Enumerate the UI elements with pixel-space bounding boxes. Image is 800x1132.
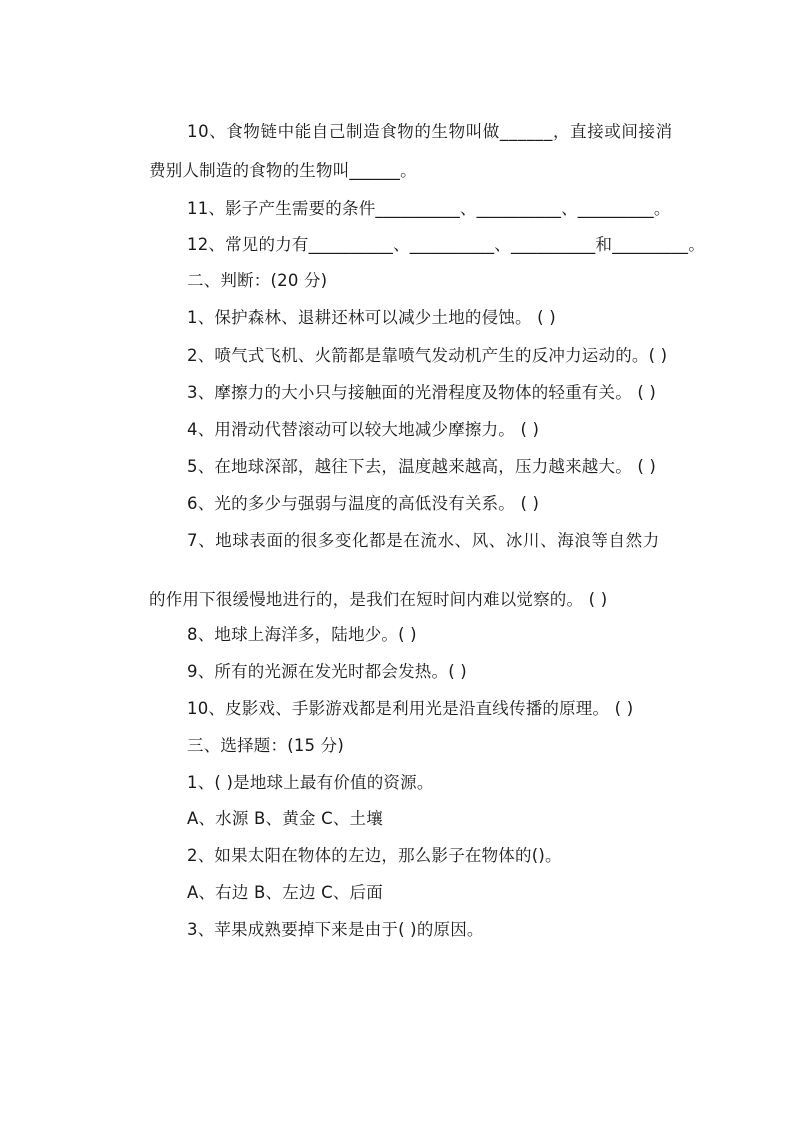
judgement-question-3: 3、摩擦力的大小只与接触面的光滑程度及物体的轻重有关。 ( )	[187, 383, 657, 402]
section-heading-choice: 三、选择题：(15 分)	[187, 736, 345, 755]
judgement-question-1: 1、保护森林、退耕还林可以减少土地的侵蚀。 ( )	[187, 308, 556, 327]
choice-question-2-options: A、右边 B、左边 C、后面	[187, 883, 383, 902]
judgement-question-10: 10、皮影戏、手影游戏都是利用光是沿直线传播的原理。 ( )	[187, 699, 634, 718]
judgement-question-9: 9、所有的光源在发光时都会发热。( )	[187, 662, 467, 681]
fill-question-11: 11、影子产生需要的条件__________、__________、_________。	[187, 199, 671, 218]
choice-question-1: 1、( )是地球上最有价值的资源。	[187, 773, 434, 792]
judgement-question-8: 8、地球上海洋多，陆地少。( )	[187, 625, 417, 644]
choice-question-1-options: A、水源 B、黄金 C、土壤	[187, 809, 383, 828]
choice-question-3: 3、苹果成熟要掉下来是由于( )的原因。	[187, 920, 484, 939]
choice-question-2: 2、如果太阳在物体的左边，那么影子在物体的()。	[187, 846, 562, 865]
judgement-question-4: 4、用滑动代替滚动可以较大地减少摩擦力。 ( )	[187, 420, 540, 439]
judgement-question-5: 5、在地球深部，越往下去，温度越来越高，压力越来越大。 ( )	[187, 457, 657, 476]
judgement-question-7-line-1: 7、地球表面的很多变化都是在流水、风、冰川、海浪等自然力	[187, 531, 660, 550]
judgement-question-7-line-2: 的作用下很缓慢地进行的，是我们在短时间内难以觉察的。 ( )	[149, 590, 608, 609]
section-heading-judgement: 二、判断：(20 分)	[187, 271, 328, 290]
fill-question-12: 12、常见的力有__________、__________、__________和_________。	[187, 235, 705, 254]
judgement-question-6: 6、光的多少与强弱与温度的高低没有关系。 ( )	[187, 494, 540, 513]
judgement-question-2: 2、喷气式飞机、火箭都是靠喷气发动机产生的反冲力运动的。( )	[187, 346, 668, 365]
fill-question-10-line-2: 费别人制造的食物的生物叫______。	[149, 161, 417, 180]
fill-question-10-line-1: 10、食物链中能自己制造食物的生物叫做______，直接或间接消	[187, 122, 673, 141]
